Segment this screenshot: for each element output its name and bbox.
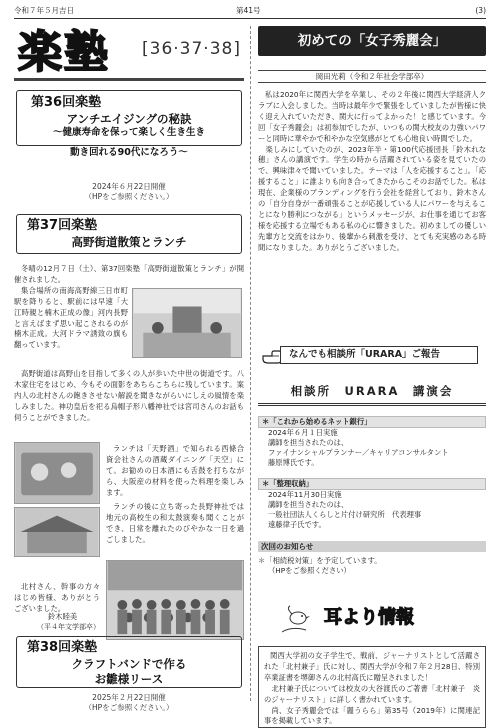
lecture-item-1 bbox=[258, 416, 486, 468]
section-36-sub2: 動き回れる90代になろう〜 bbox=[70, 147, 188, 158]
header-rule bbox=[14, 18, 486, 19]
right-column bbox=[258, 26, 486, 726]
signature-note: （平４年文学部卒） bbox=[37, 623, 100, 631]
shrine-photo bbox=[14, 507, 100, 557]
lecture-item-2-line1: 2024年11月30日実施 bbox=[268, 490, 342, 499]
next-notice bbox=[258, 556, 486, 576]
lecture-heading: 相談所 URARA 講演会 bbox=[258, 376, 486, 406]
lecture-item-1-head: ＊「これから始めるネット銀行」 bbox=[258, 416, 486, 428]
section-37-heading bbox=[17, 215, 241, 250]
mimi-yori-title: 耳より情報 bbox=[324, 607, 414, 628]
section-37-p6: 北村さん、幹事の方々はじめ皆様、ありがとうございました。 bbox=[14, 582, 100, 613]
header-issue: 第41号 bbox=[236, 6, 261, 15]
section-36-title: アンチエイジングの秘訣 bbox=[66, 111, 192, 126]
section-37-body-2 bbox=[14, 369, 244, 424]
lecture-item-2-line2: 講師を担当されたのは、 bbox=[268, 500, 349, 509]
rakujuku-numbers: [36·37·38] bbox=[142, 39, 241, 59]
article-author: 岡田光莉（令和２年社会学部卒） bbox=[258, 70, 486, 83]
left-column bbox=[14, 26, 244, 712]
lunch-photo-image bbox=[15, 443, 99, 503]
header-date: 令和７年５月吉日 bbox=[14, 6, 74, 15]
rakujuku-title bbox=[14, 26, 244, 80]
lecture-item-1-line3: ファイナンシャルプランナー／キャリアコンサルタント bbox=[268, 448, 449, 457]
lecture-item-2-line4: 遠藤律子氏です。 bbox=[268, 520, 326, 529]
lecture-item-2-line3: 一般社団法人くらしと片付け研究所 代表理事 bbox=[268, 510, 422, 519]
header-page: (3) bbox=[475, 6, 486, 15]
section-38-note: （HPをご参照ください。） bbox=[84, 703, 174, 712]
section-36-date: 2024年６月22日開催 bbox=[92, 182, 166, 191]
section-36-number: 第36回楽塾 bbox=[31, 95, 102, 110]
section-37-p3: 高野街道は高野山を目指して多くの人が歩いた中世の街道です。八木家住宅をはじめ、今もその面影をあちらこちらに残しています。案内人の北村さんの飽きさせない解説を聞きながらいにしえの風情を楽しみました。神功皇后を祀る烏帽子形八幡神社では宮司さんのお話も伺うことができました。 bbox=[14, 369, 244, 422]
section-36-note: （HPをご参照ください。） bbox=[84, 192, 174, 201]
page-header bbox=[14, 6, 486, 18]
section-38-title-2: お雛様リース bbox=[94, 672, 164, 687]
section-37-p4: ランチは「天野酒」で知られる西條合資会社さんの酒蔵ダイニング「天空」にて。お勧めの日本酒にも舌鼓を打ちながら、大阪産の材料を使った料理を楽しみます。 bbox=[106, 444, 244, 497]
statue-photo-image bbox=[133, 289, 241, 357]
lunch-photo bbox=[14, 442, 100, 504]
mimi-yori-box bbox=[258, 646, 486, 728]
next-notice-heading: 次回のお知らせ bbox=[258, 541, 486, 552]
section-38-heading bbox=[17, 637, 241, 688]
section-37-p2: 集合場所の南海高野線三日市町駅を降りると、駅前には早速「大江時親と楠木正成の像」河内長野と言えばまず思い起こされるのが楠木正成。大河ドラマ誘致の旗も翻っています。 bbox=[14, 285, 128, 350]
nandemo-banner-text: なんでも相談所「URARA」ご報告 bbox=[280, 346, 478, 364]
nandemo-banner bbox=[258, 344, 486, 366]
column-divider bbox=[250, 26, 251, 701]
section-38-title-1: クラフトバンドで作る bbox=[71, 656, 187, 671]
bird-icon bbox=[278, 604, 318, 640]
group-photo-image bbox=[107, 561, 243, 639]
section-36-heading bbox=[17, 91, 241, 140]
section-36-frame bbox=[16, 90, 242, 146]
section-37-title: 高野街道散策とランチ bbox=[71, 234, 187, 249]
mimi-yori-banner bbox=[258, 602, 486, 642]
statue-photo bbox=[132, 288, 242, 358]
section-38-number: 第38回楽塾 bbox=[27, 640, 98, 655]
article-body: 私は2020年に関西大学を卒業し、その２年後に関西大学経済人クラブに入会しました。当時は最年少で緊張をしていましたが皆様に快く迎え入れていただき、関大に行ってよかった！と感じています。今回「女子秀麗会」は初参加でしたが、いつもの関大校友の力強いパワーと同時に華やかで和やかな空気感がとても心地良い時間でした。 楽しみにしていたのが、2023年半・第100代応援団長「鈴木れな穂」さんの講演です。学生の時から活躍されている姿を見ていたので、興味津々で聞いていました。テーマは「人を応援すること」。「応援すること」に誰よりも向き合ってきたからこそのお話でした。私は現在、企業様のブランディングを行う会社を経営しており、鈴木さんの「自分自身が一番頑張ることが応援している人にパワーを与えることになり勝利につながる」というメッセージが、お仕事を通じてお客様を応援する立場でもある私の心に響きました。初めましての優しい先輩方と交流をはかり、後輩から刺激を受け、とても充実感のある時間になりました。ありがとうございました。 bbox=[258, 90, 486, 252]
pointing-hand-icon bbox=[260, 344, 282, 366]
lecture-item-2 bbox=[258, 478, 486, 530]
section-38-frame bbox=[16, 636, 242, 688]
lecture-item-1-line1: 2024年６月１日実施 bbox=[268, 428, 338, 437]
title-rule bbox=[14, 78, 244, 81]
next-notice-line2: （HPをご参照ください） bbox=[268, 566, 351, 575]
mimi-yori-body: 関西大学初の女子学生で、戦前、ジャーナリストとして活躍された「北村兼子」氏に対し、関西大学が令和７年２月28日、特別卒業証書を堺御さんの北村高氏に贈呈されました！ 北村兼子氏については校友の大谷渡氏のご著書「北村兼子 炎のジャーナリスト」に詳しく書かれています。 尚、女子秀麗会では「麗うらら」第35号（2019年）に関連記事を掲載しています。 bbox=[264, 651, 480, 726]
section-37-number: 第37回楽塾 bbox=[27, 218, 98, 233]
section-37-frame bbox=[16, 214, 242, 254]
lecture-item-1-line2: 講師を担当されたのは、 bbox=[268, 438, 349, 447]
section-37-p5: ランチの後に立ち寄った長野神社では地元の高校生の和太鼓演奏も聞くことができ、日常を離れたのびやかな一日を過ごしました。 bbox=[106, 502, 244, 544]
lecture-item-2-head: ＊「整理収納」 bbox=[258, 478, 486, 490]
rakujuku-kanji: 楽塾 bbox=[18, 27, 110, 78]
section-37-p1: 冬晴の12月７日（土）、第37回楽塾「高野街道散策とランチ」が開催されました。 bbox=[14, 264, 244, 284]
section-38-date: 2025年２月22日開催 bbox=[92, 693, 166, 702]
next-notice-line1: ＊「相続税対策」を予定しています。 bbox=[258, 556, 382, 565]
joshi-shureikai-title: 初めての「女子秀麗会」 bbox=[258, 26, 486, 56]
section-36-sub2-wrap bbox=[14, 147, 244, 160]
group-photo bbox=[106, 560, 244, 640]
signature-name: 鈴木睦美 bbox=[48, 612, 78, 621]
shrine-photo-image bbox=[15, 508, 99, 556]
section-36-sub1: 〜健康寿命を保って楽しく生き生き bbox=[52, 127, 205, 139]
lecture-item-1-line4: 藤原博氏です。 bbox=[268, 458, 319, 467]
